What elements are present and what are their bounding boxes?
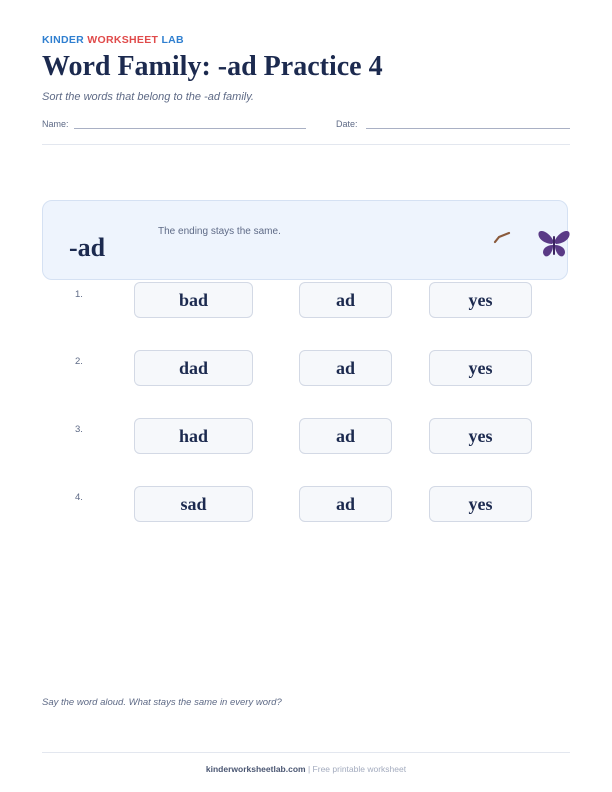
- hint-text: Say the word aloud. What stays the same in every word?: [42, 697, 282, 708]
- ending-box: ad: [299, 418, 392, 454]
- word-box: had: [134, 418, 253, 454]
- header-divider: [42, 144, 570, 145]
- row-number: 2.: [75, 356, 83, 367]
- footer-tagline: Free printable worksheet: [312, 764, 407, 774]
- ending-box: ad: [299, 486, 392, 522]
- brand-logo: [42, 34, 184, 46]
- word-family-label: -ad: [69, 233, 106, 262]
- row-number: 3.: [75, 424, 83, 435]
- footer-site[interactable]: kinderworksheetlab.com: [205, 764, 306, 774]
- word-box: bad: [134, 282, 253, 318]
- ending-box: ad: [299, 282, 392, 318]
- butterfly-icon: [537, 227, 571, 261]
- page-title: Word Family: -ad Practice 4: [42, 51, 383, 82]
- answer-box[interactable]: yes: [429, 486, 532, 522]
- date-line[interactable]: [366, 128, 570, 129]
- row-number: 1.: [75, 289, 83, 300]
- footer: [0, 764, 612, 774]
- ending-box: ad: [299, 350, 392, 386]
- name-label: Name:: [42, 119, 69, 129]
- date-label: Date:: [336, 119, 358, 129]
- brand-kinder: KINDER: [42, 34, 85, 46]
- name-line[interactable]: [74, 128, 306, 129]
- brand-lab: LAB: [161, 34, 184, 46]
- row-number: 4.: [75, 492, 83, 503]
- answer-box[interactable]: yes: [429, 350, 532, 386]
- page-subtitle: Sort the words that belong to the -ad family.: [42, 91, 254, 103]
- answer-box[interactable]: yes: [429, 418, 532, 454]
- word-box: sad: [134, 486, 253, 522]
- footer-divider: [42, 752, 570, 753]
- word-box: dad: [134, 350, 253, 386]
- answer-box[interactable]: yes: [429, 282, 532, 318]
- footer-separator: |: [307, 764, 311, 774]
- brand-worksheet: WORKSHEET: [87, 34, 159, 46]
- word-family-banner: [42, 200, 568, 280]
- stick-icon: [493, 231, 513, 245]
- banner-note: The ending stays the same.: [158, 226, 281, 237]
